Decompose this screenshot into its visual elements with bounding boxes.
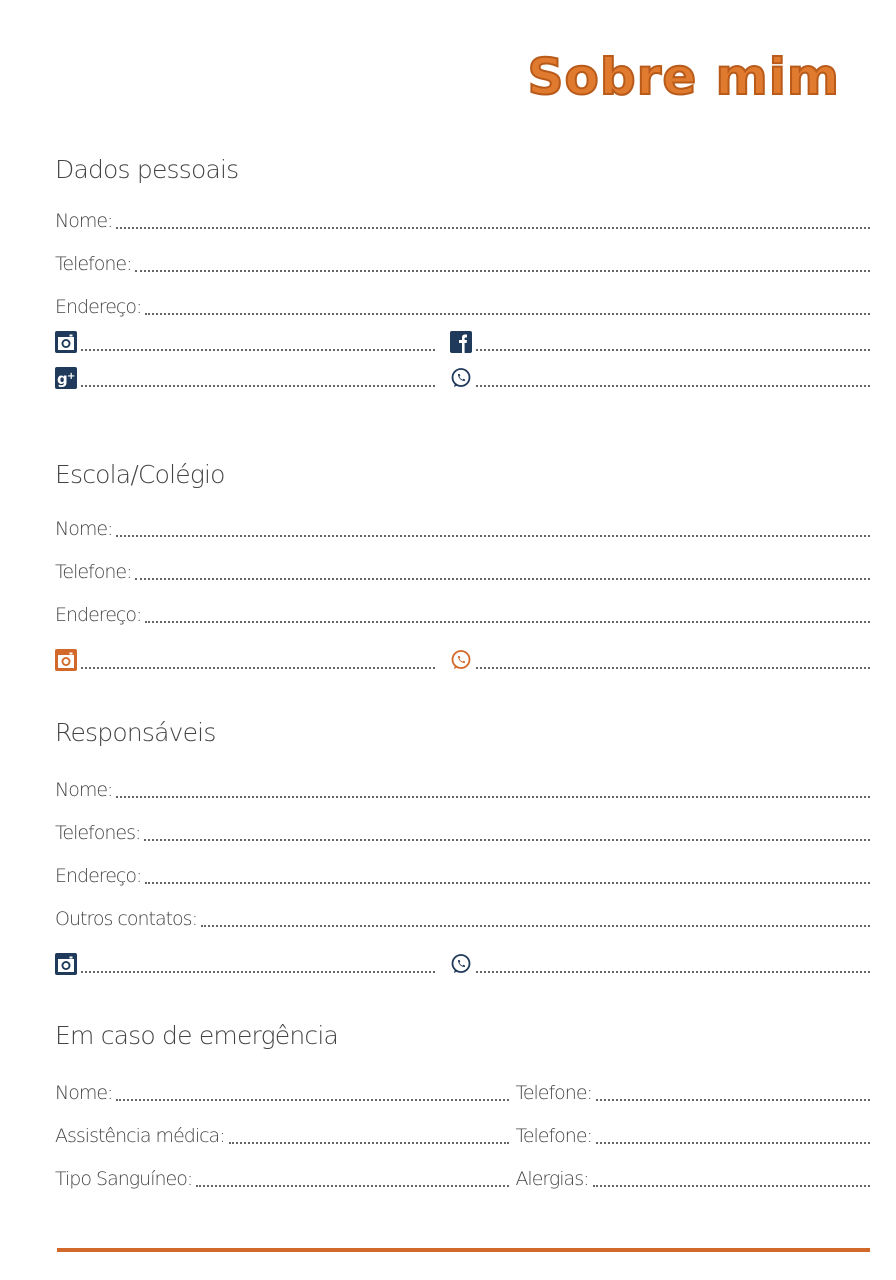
field-label: Telefone: [515, 1125, 592, 1147]
instagram-icon [55, 649, 77, 671]
field-row[interactable] [55, 506, 870, 539]
fill-line[interactable] [476, 971, 870, 973]
field-label: Outros contatos: [55, 908, 197, 930]
fill-line[interactable] [476, 667, 870, 669]
fill-line[interactable] [201, 925, 870, 927]
field-label: Endereço: [55, 865, 142, 887]
fill-line[interactable] [81, 385, 435, 387]
page-title: Sobre mim [527, 48, 840, 106]
google-plus-icon [55, 367, 77, 389]
fill-line[interactable] [596, 1099, 870, 1101]
field-row[interactable] [55, 201, 870, 231]
field-row[interactable] [55, 231, 870, 274]
section-dados-pessoais [55, 155, 870, 389]
svg-text:+: + [67, 371, 76, 382]
section-escola [55, 460, 870, 671]
instagram-icon [55, 953, 77, 975]
field-label: Nome: [55, 1082, 113, 1104]
field-row[interactable] [55, 274, 870, 317]
field-label: Assistência médica: [55, 1125, 225, 1147]
field-label: Nome: [55, 779, 113, 801]
fill-line[interactable] [116, 796, 870, 798]
field-label: Endereço: [55, 604, 142, 626]
field-label: Nome: [55, 518, 113, 540]
field-row[interactable] [55, 582, 870, 625]
section-emergencia [55, 1021, 870, 1189]
field-label: Tipo Sanguíneo: [55, 1168, 193, 1190]
field-row[interactable] [55, 800, 870, 843]
field-row[interactable] [55, 764, 870, 800]
fill-line[interactable] [81, 667, 435, 669]
fill-line[interactable] [135, 270, 870, 272]
fill-line[interactable] [135, 578, 870, 580]
whatsapp-icon [450, 953, 472, 975]
fill-line[interactable] [476, 349, 870, 351]
section-title: Escola/Colégio [55, 460, 225, 489]
field-label: Telefone: [515, 1082, 592, 1104]
fill-line[interactable] [476, 385, 870, 387]
fill-line[interactable] [145, 882, 870, 884]
fill-line[interactable] [145, 621, 870, 623]
facebook-icon [450, 331, 472, 353]
fill-line[interactable] [81, 971, 435, 973]
fill-line[interactable] [596, 1142, 870, 1144]
field-label: Telefone: [55, 253, 132, 275]
fill-line[interactable] [116, 1099, 509, 1101]
social-row [55, 929, 870, 975]
fill-line[interactable] [593, 1185, 870, 1187]
social-row [55, 625, 870, 671]
field-label: Telefones: [55, 822, 141, 844]
section-title: Dados pessoais [55, 155, 239, 184]
field-label: Telefone: [55, 561, 132, 583]
social-row [55, 317, 870, 353]
social-row [55, 353, 870, 389]
fill-line[interactable] [81, 349, 435, 351]
field-row [55, 1146, 870, 1189]
field-row[interactable] [55, 843, 870, 886]
section-title: Em caso de emergência [55, 1021, 339, 1050]
section-title: Responsáveis [55, 718, 216, 747]
bottom-divider [57, 1248, 870, 1252]
field-label: Endereço: [55, 296, 142, 318]
fill-line[interactable] [144, 839, 870, 841]
whatsapp-icon [450, 649, 472, 671]
field-row [55, 1067, 870, 1103]
fill-line[interactable] [116, 535, 870, 537]
field-row[interactable] [55, 539, 870, 582]
whatsapp-icon [450, 367, 472, 389]
section-responsaveis [55, 718, 870, 975]
fill-line[interactable] [145, 313, 870, 315]
field-label: Alergias: [515, 1168, 589, 1190]
field-label: Nome: [55, 210, 113, 232]
fill-line[interactable] [116, 227, 870, 229]
field-row[interactable] [55, 886, 870, 929]
fill-line[interactable] [196, 1185, 509, 1187]
svg-text:g: g [57, 370, 68, 388]
field-row [55, 1103, 870, 1146]
fill-line[interactable] [229, 1142, 510, 1144]
instagram-icon [55, 331, 77, 353]
